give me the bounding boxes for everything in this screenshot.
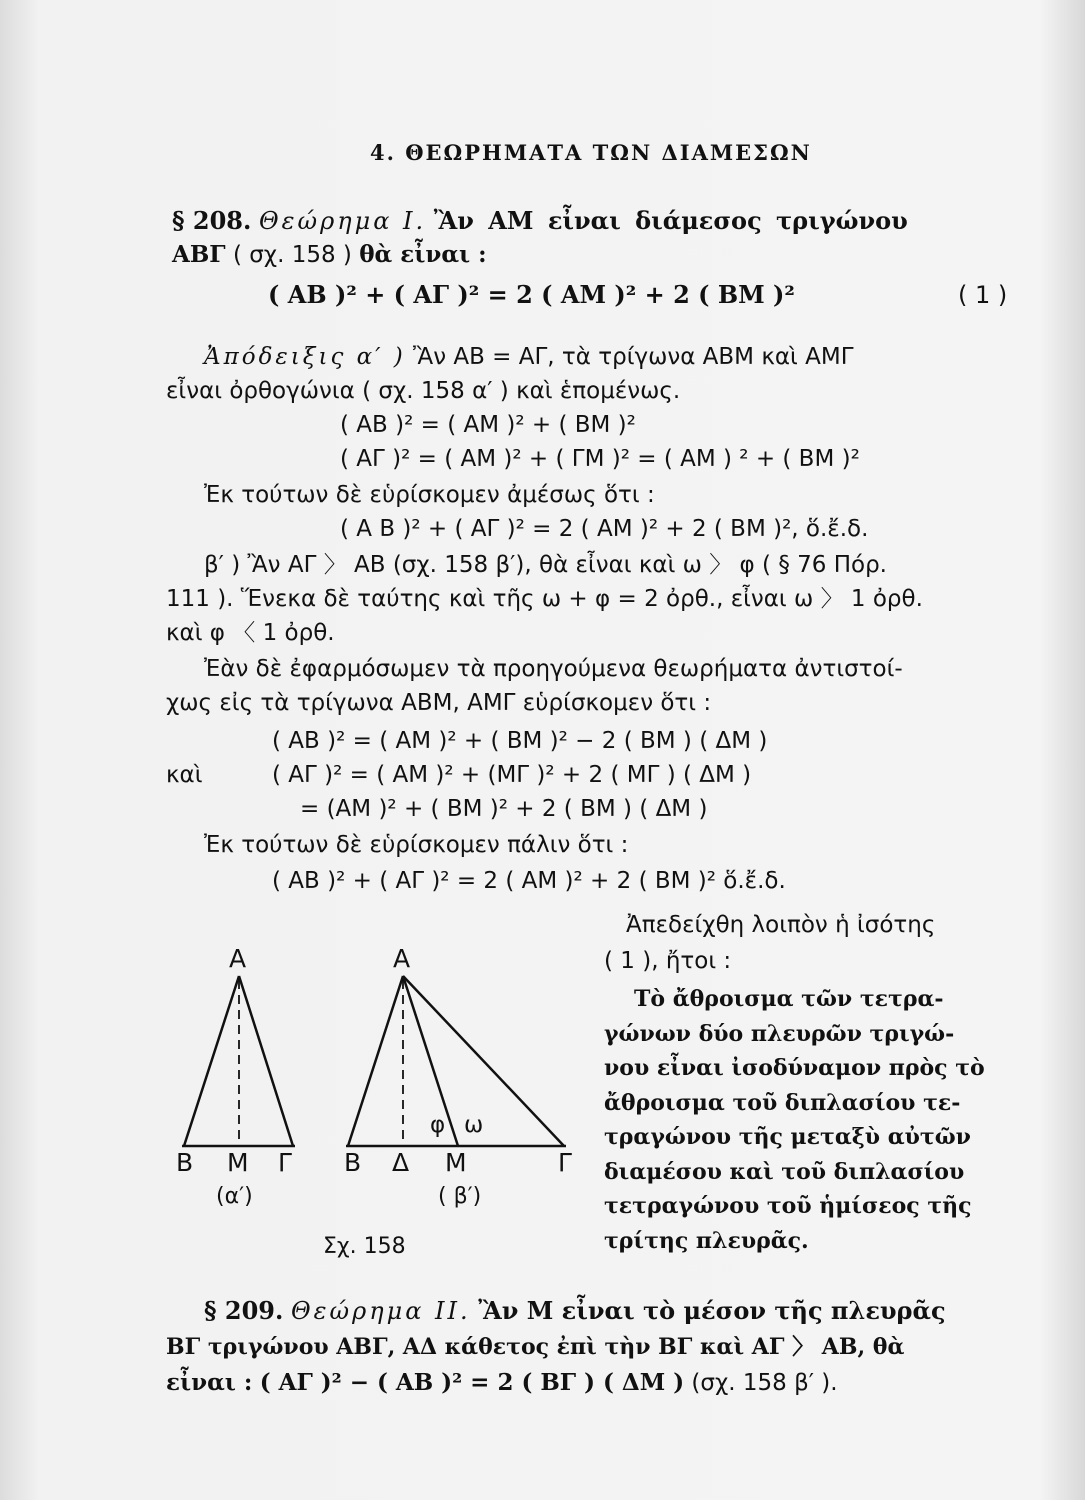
right-side-ab: [348, 976, 403, 1146]
proof-eq-2: ( ΑΓ )² = ( ΑΜ )² + ( ΓΜ )² = ( ΑΜ ) ² + ( ΒΜ )²: [340, 446, 860, 472]
proof-line-7: Ἐὰν δὲ ἐφαρμόσωμεν τὰ προηγούμενα θεωρήματα ἀντιστοί-: [204, 656, 903, 682]
left-vertex-g: Γ: [278, 1148, 292, 1177]
theorem-209-statement: Ἂν Μ εἶναι τὸ μέσον τῆς πλευρᾶς: [478, 1296, 946, 1325]
theorem-208-formula: ( ΑΒ )² + ( ΑΓ )² = 2 ( ΑΜ )² + 2 ( ΒΜ )²: [268, 280, 795, 309]
theorem-209-title: Θεώρημα II.: [291, 1297, 471, 1325]
right-vertex-a: Α: [393, 944, 411, 973]
section-heading: 4. ΘΕΩΡΗΜΑΤΑ ΤΩΝ ΔΙΑΜΕΣΩΝ: [370, 140, 812, 165]
statement-line: Τὸ ἄθροισμα τῶν τετρα-: [634, 986, 944, 1012]
theorem-208-title: Θεώρημα I.: [259, 207, 427, 235]
theorem-209-will-be: εἶναι :: [166, 1369, 253, 1396]
left-side-ab: [184, 976, 239, 1146]
right-vertex-b: Β: [344, 1148, 362, 1177]
theorem-208-statement: Ἂν ΑΜ εἶναι διάμεσος τριγώνου: [433, 206, 908, 235]
triangle-name: ΑΒΓ: [172, 241, 226, 268]
proof-line-8: χως εἰς τὰ τρίγωνα ΑΒΜ, ΑΜΓ εὑρίσκομεν ὅτι :: [166, 690, 712, 716]
left-side-ag: [239, 976, 293, 1146]
right-vertex-g: Γ: [558, 1148, 572, 1177]
left-subcaption: (α′): [216, 1184, 253, 1209]
theorem-208-will-be: θὰ εἶναι :: [359, 241, 487, 268]
proof-eq-4: ( ΑΒ )² = ( ΑΜ )² + ( ΒΜ )² − 2 ( ΒΜ ) ( ΔΜ ): [272, 728, 768, 754]
proof-eq-6: = (ΑΜ )² + ( ΒΜ )² + 2 ( ΒΜ ) ( ΔΜ ): [300, 796, 708, 822]
left-vertex-m: Μ: [227, 1148, 249, 1177]
proof-kai: καὶ: [166, 762, 203, 788]
proof-eq-3: ( Α Β )² + ( ΑΓ )² = 2 ( ΑΜ )² + 2 ( ΒΜ )², ὅ.ἔ.δ.: [340, 516, 869, 542]
proof-line-9: Ἐκ τούτων δὲ εὑρίσκομεν πάλιν ὅτι :: [204, 832, 629, 858]
theorem-209-formula: ( ΑΓ )² − ( ΑΒ )² = 2 ( ΒΓ ) ( ΔΜ ): [259, 1369, 685, 1396]
right-vertex-m: Μ: [445, 1148, 467, 1177]
theorem-209-number: § 209.: [204, 1296, 284, 1325]
theorem-209-line-1: [204, 1296, 946, 1326]
theorem-209-ref: (σχ. 158 β′ ).: [691, 1370, 838, 1396]
statement-line: διαμέσου καὶ τοῦ διπλασίου: [604, 1158, 965, 1185]
statement-line: τραγώνου τῆς μεταξὺ αὐτῶν: [604, 1124, 971, 1150]
proof-line-2: εἶναι ὀρθογώνια ( σχ. 158 α′ ) καὶ ἑπομένως.: [166, 378, 681, 404]
proof-line-4: β′ ) Ἂν ΑΓ 〉 ΑΒ (σχ. 158 β′), θὰ εἶναι καὶ ω 〉 φ ( § 76 Πόρ.: [204, 552, 887, 578]
proof-line-5: 111 ). Ἕνεκα δὲ ταύτης καὶ τῆς ω + φ = 2 ὀρθ., εἶναι ω 〉 1 ὀρθ.: [166, 586, 923, 612]
left-vertex-a: Α: [229, 944, 247, 973]
left-vertex-b: Β: [176, 1148, 194, 1177]
proof-line-3: Ἐκ τούτων δὲ εὑρίσκομεν ἀμέσως ὅτι :: [204, 482, 655, 508]
proof-eq-1: ( ΑΒ )² = ( ΑΜ )² + ( ΒΜ )²: [340, 412, 636, 438]
statement-line: γώνων δύο πλευρῶν τριγώ-: [604, 1020, 955, 1047]
statement-line: ἄθροισμα τοῦ διπλασίου τε-: [604, 1089, 961, 1116]
angle-omega-label: ω: [464, 1112, 484, 1138]
figure-ref: ( σχ. 158 ): [232, 242, 352, 268]
right-side-ag: [403, 976, 564, 1146]
statement-line: τρίτης πλευρᾶς.: [604, 1227, 809, 1254]
theorem-209-line-2: ΒΓ τριγώνου ΑΒΓ, ΑΔ κάθετος ἐπὶ τὴν ΒΓ καὶ ΑΓ 〉 ΑΒ, θὰ: [166, 1334, 905, 1360]
figure-caption: Σχ. 158: [323, 1234, 406, 1259]
theorem-209-line-3: [166, 1368, 838, 1398]
statement-line: νου εἶναι ἰσοδύναμον πρὸς τὸ: [604, 1055, 985, 1081]
proof-line-6: καὶ φ 〈 1 ὀρθ.: [166, 620, 335, 646]
proof-label: Ἀπόδειξις α′ ): [204, 344, 406, 370]
conclusion-line-1: Ἀπεδείχθη λοιπὸν ἡ ἰσότης: [626, 912, 936, 938]
theorem-208-number: § 208.: [172, 206, 252, 235]
formula-number-1: ( 1 ): [958, 281, 1008, 309]
right-subcaption: ( β′): [438, 1184, 482, 1209]
conclusion-line-2: ( 1 ), ἤτοι :: [604, 948, 732, 974]
proof-case-a: Ἂν ΑΒ = ΑΓ, τὰ τρίγωνα ΑΒΜ καὶ ΑΜΓ: [413, 344, 854, 370]
proof-eq-7: ( ΑΒ )² + ( ΑΓ )² = 2 ( ΑΜ )² + 2 ( ΒΜ )² ὅ.ἔ.δ.: [272, 868, 786, 894]
statement-line: τετραγώνου τοῦ ἡμίσεος τῆς: [604, 1193, 972, 1219]
angle-phi-label: φ: [430, 1112, 446, 1138]
proof-eq-5: ( ΑΓ )² = ( ΑΜ )² + (ΜΓ )² + 2 ( ΜΓ ) ( ΔΜ ): [272, 762, 752, 788]
right-vertex-d: Δ: [392, 1148, 410, 1177]
